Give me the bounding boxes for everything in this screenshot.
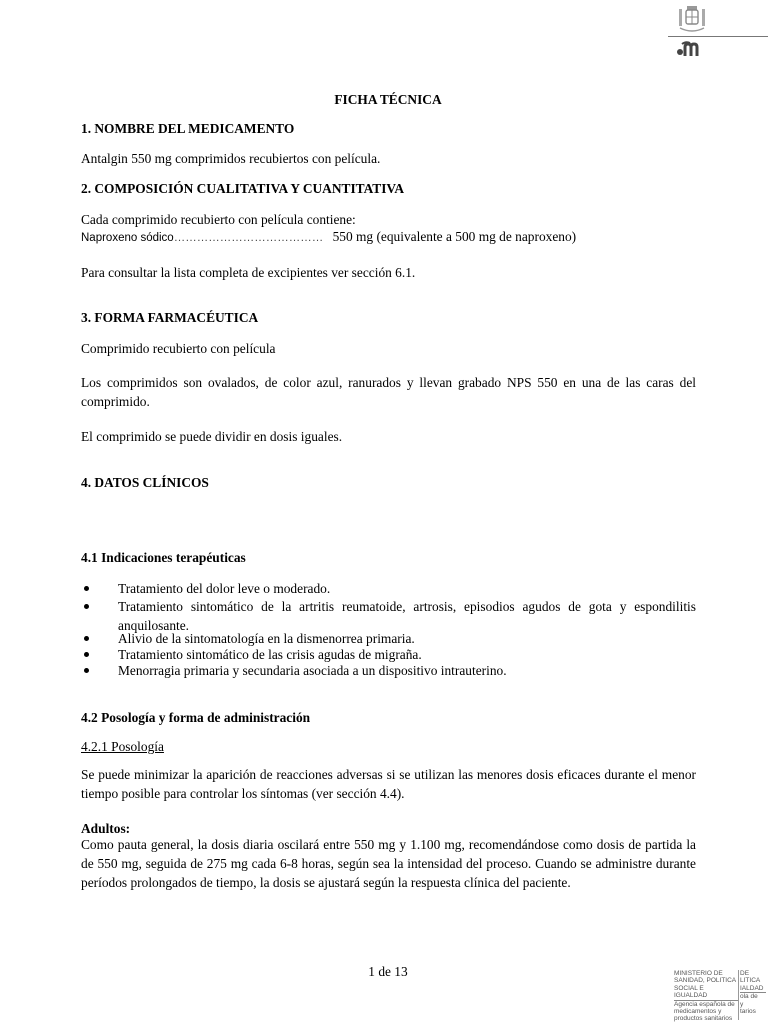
bullet-icon [84, 652, 89, 657]
section-4-heading: 4. DATOS CLÍNICOS [81, 475, 209, 490]
posology-intro: Se puede minimizar la aparición de reacciones adversas si se utilizan las menores dosis eficaces durante el menor tiempo posible para controlar los síntomas (ver sección 4.4). [81, 767, 696, 801]
section-2-heading: 2. COMPOSICIÓN CUALITATIVA Y CUANTITATIVA [81, 181, 405, 196]
composition-intro: Cada comprimido recubierto con película contiene: [81, 212, 356, 227]
indication-item: Menorragia primaria y secundaria asociada a un dispositivo intrauterino. [81, 661, 696, 680]
bullet-icon [84, 604, 89, 609]
ministry-divider [738, 970, 739, 1020]
ministry-col-2: DE LITICA IALDAD ola de y tarios [740, 970, 766, 1015]
medicine-name: Antalgin 550 mg comprimidos recubiertos con película. [81, 151, 381, 166]
tablet-description: Los comprimidos son ovalados, de color azul, ranurados y llevan grabado NPS 550 en una de las caras del comprimido. [81, 375, 696, 409]
ministry-footer-logo [672, 966, 768, 1024]
bullet-icon [84, 586, 89, 591]
pharmaceutical-form: Comprimido recubierto con película [81, 341, 276, 356]
indication-item: Tratamiento sintomático de la artritis reumatoide, artrosis, episodios agudos de gota y espondilitis anquilosante. [81, 597, 696, 635]
indication-item: Alivio de la sintomatología en la dismenorrea primaria. [81, 629, 696, 648]
ministry-col-1: MINISTERIO DE SANIDAD, POLITICA SOCIAL E IGUALDAD Agencia española de medicamentos y productos sanitarios [674, 970, 737, 1023]
section-1-heading: 1. NOMBRE DEL MEDICAMENTO [81, 121, 295, 136]
indication-item: Tratamiento del dolor leve o moderado. [81, 579, 696, 598]
ingredient-amount: 550 mg (equivalente a 500 mg de naproxeno) [332, 229, 577, 244]
tablet-divisible-note: El comprimido se puede dividir en dosis iguales. [81, 429, 343, 444]
bullet-icon [84, 636, 89, 641]
adults-dosage-text: Como pauta general, la dosis diaria oscilará entre 550 mg y 1.100 mg, recomendándose como dosis de partida la de 550 mg, seguida de 275 mg cada 6-8 horas, según sea la intensidad del proceso. Cuando se administre durante períodos prolongados de tiempo, la dosis se ajustará según la respuesta clínica del paciente. [81, 837, 696, 890]
ingredient-name: Naproxeno sódico [81, 232, 174, 244]
header-rule [668, 36, 768, 37]
adults-heading: Adultos: [81, 821, 131, 836]
coat-of-arms-logo [676, 4, 708, 34]
spanish-coat-of-arms-icon [676, 4, 708, 34]
section-3-heading: 3. FORMA FARMACÉUTICA [81, 310, 259, 325]
page-number: 1 de 13 [368, 964, 408, 979]
leader-dots: ………………………………… [173, 232, 324, 244]
excipients-note: Para consultar la lista completa de excipientes ver sección 6.1. [81, 265, 416, 280]
composition-line [81, 227, 576, 248]
section-4-2-heading: 4.2 Posología y forma de administración [81, 710, 311, 725]
aemps-logo-icon [676, 40, 706, 58]
page-title: FICHA TÉCNICA [334, 92, 442, 107]
agency-logo [676, 40, 706, 58]
indication-item: Tratamiento sintomático de las crisis agudas de migraña. [81, 645, 696, 664]
bullet-icon [84, 668, 89, 673]
section-4-1-heading: 4.1 Indicaciones terapéuticas [81, 550, 246, 565]
section-4-2-1-heading: 4.2.1 Posología [81, 739, 164, 754]
